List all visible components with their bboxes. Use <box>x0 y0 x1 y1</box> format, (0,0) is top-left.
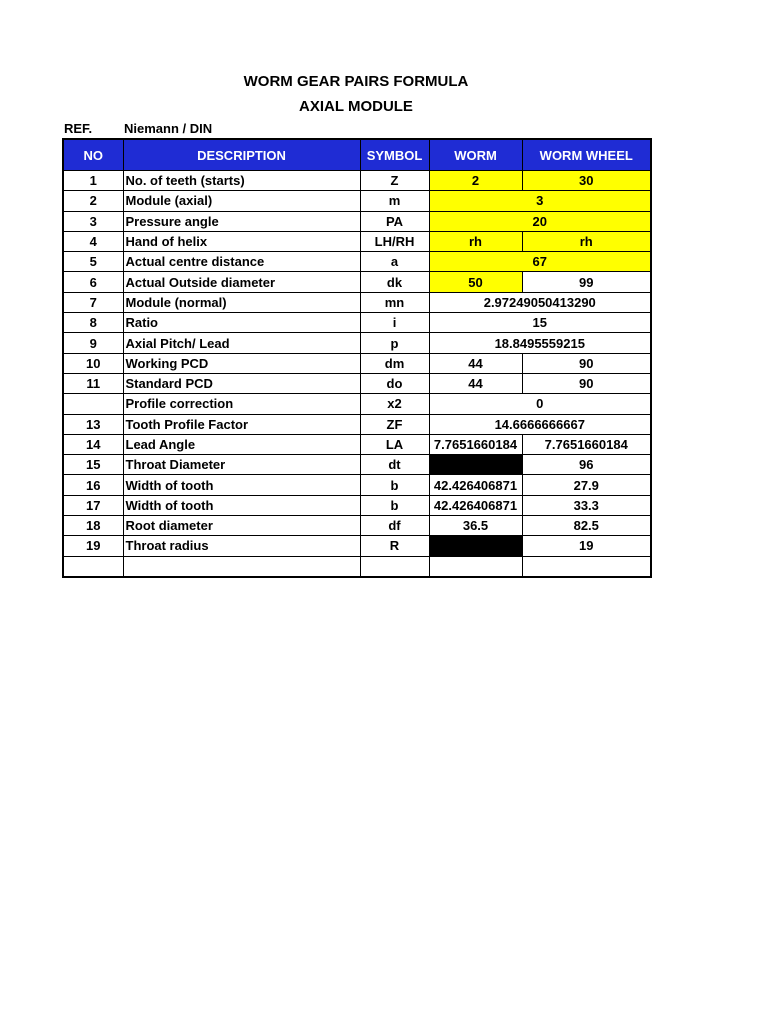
table-row <box>63 414 651 434</box>
row-no: 11 <box>63 373 123 393</box>
header-row <box>63 139 651 171</box>
row-description: Profile correction <box>123 394 360 414</box>
wheel-value[interactable]: 30 <box>522 171 651 191</box>
row-no: 19 <box>63 536 123 556</box>
row-description <box>123 556 360 577</box>
row-symbol: dt <box>360 455 429 475</box>
wheel-value: 7.7651660184 <box>522 434 651 454</box>
row-symbol: LA <box>360 434 429 454</box>
header-symbol: SYMBOL <box>360 139 429 171</box>
table-row <box>63 191 651 211</box>
table-row <box>63 434 651 454</box>
shared-value: 2.97249050413290 <box>429 292 651 312</box>
row-no: 6 <box>63 272 123 292</box>
row-no: 7 <box>63 292 123 312</box>
row-symbol: do <box>360 373 429 393</box>
row-no: 17 <box>63 495 123 515</box>
row-symbol: b <box>360 495 429 515</box>
sheet-title: WORM GEAR PAIRS FORMULA <box>243 73 469 90</box>
row-symbol: R <box>360 536 429 556</box>
wheel-value: 90 <box>522 373 651 393</box>
table-row <box>63 272 651 292</box>
worm-value: 36.5 <box>429 516 522 536</box>
row-description: No. of teeth (starts) <box>123 171 360 191</box>
row-no: 4 <box>63 231 123 251</box>
wheel-value: 82.5 <box>522 516 651 536</box>
worm-value: 42.426406871 <box>429 475 522 495</box>
row-no: 9 <box>63 333 123 353</box>
row-description: Axial Pitch/ Lead <box>123 333 360 353</box>
row-description: Module (axial) <box>123 191 360 211</box>
worm-value: 7.7651660184 <box>429 434 522 454</box>
row-description: Root diameter <box>123 516 360 536</box>
shared-value[interactable]: 20 <box>429 211 651 231</box>
worm-value: 44 <box>429 373 522 393</box>
row-symbol: df <box>360 516 429 536</box>
table-row <box>63 171 651 191</box>
sheet-subtitle: AXIAL MODULE <box>299 98 413 115</box>
row-description: Module (normal) <box>123 292 360 312</box>
row-symbol: b <box>360 475 429 495</box>
wheel-value: 27.9 <box>522 475 651 495</box>
row-no <box>63 556 123 577</box>
table-row <box>63 211 651 231</box>
worm-value[interactable]: rh <box>429 231 522 251</box>
table-row <box>63 394 651 414</box>
table-row <box>63 292 651 312</box>
wheel-value <box>522 556 651 577</box>
table-row <box>63 475 651 495</box>
table-row <box>63 373 651 393</box>
header-description: DESCRIPTION <box>123 139 360 171</box>
table-row <box>63 313 651 333</box>
worm-value[interactable]: 50 <box>429 272 522 292</box>
table-row <box>63 353 651 373</box>
header-no: NO <box>63 139 123 171</box>
row-no: 10 <box>63 353 123 373</box>
row-symbol: dm <box>360 353 429 373</box>
row-description: Lead Angle <box>123 434 360 454</box>
row-no: 14 <box>63 434 123 454</box>
row-symbol: x2 <box>360 394 429 414</box>
wheel-value: 99 <box>522 272 651 292</box>
shared-value: 0 <box>429 394 651 414</box>
row-no <box>63 394 123 414</box>
ref-value: Niemann / DIN <box>124 121 213 136</box>
row-symbol: PA <box>360 211 429 231</box>
row-no: 15 <box>63 455 123 475</box>
row-symbol: dk <box>360 272 429 292</box>
row-symbol <box>360 556 429 577</box>
row-description: Actual centre distance <box>123 252 360 272</box>
row-symbol: p <box>360 333 429 353</box>
row-symbol: a <box>360 252 429 272</box>
row-no: 1 <box>63 171 123 191</box>
wheel-value[interactable]: rh <box>522 231 651 251</box>
worm-value: 44 <box>429 353 522 373</box>
row-description: Standard PCD <box>123 373 360 393</box>
header-worm: WORM <box>429 139 522 171</box>
table-row <box>63 333 651 353</box>
table-row <box>63 252 651 272</box>
row-symbol: i <box>360 313 429 333</box>
row-description: Hand of helix <box>123 231 360 251</box>
table-row <box>63 455 651 475</box>
row-symbol: ZF <box>360 414 429 434</box>
row-description: Throat Diameter <box>123 455 360 475</box>
table-row <box>63 231 651 251</box>
worm-value[interactable]: 2 <box>429 171 522 191</box>
worm-value <box>429 556 522 577</box>
row-description: Width of tooth <box>123 495 360 515</box>
row-description: Working PCD <box>123 353 360 373</box>
row-description: Actual Outside diameter <box>123 272 360 292</box>
row-no: 2 <box>63 191 123 211</box>
shared-value: 15 <box>429 313 651 333</box>
wheel-value: 33.3 <box>522 495 651 515</box>
shared-value[interactable]: 3 <box>429 191 651 211</box>
blank-worm-cell <box>429 455 522 475</box>
row-no: 13 <box>63 414 123 434</box>
worm-value: 42.426406871 <box>429 495 522 515</box>
row-description: Pressure angle <box>123 211 360 231</box>
row-no: 3 <box>63 211 123 231</box>
wheel-value: 90 <box>522 353 651 373</box>
header-worm-wheel: WORM WHEEL <box>522 139 651 171</box>
row-symbol: LH/RH <box>360 231 429 251</box>
row-symbol: Z <box>360 171 429 191</box>
row-no: 18 <box>63 516 123 536</box>
blank-worm-cell <box>429 536 522 556</box>
row-description: Throat radius <box>123 536 360 556</box>
shared-value: 14.6666666667 <box>429 414 651 434</box>
table-row-empty <box>63 556 651 577</box>
wheel-value: 19 <box>522 536 651 556</box>
shared-value[interactable]: 67 <box>429 252 651 272</box>
row-description: Tooth Profile Factor <box>123 414 360 434</box>
formula-table <box>62 138 652 578</box>
wheel-value: 96 <box>522 455 651 475</box>
row-symbol: m <box>360 191 429 211</box>
row-no: 16 <box>63 475 123 495</box>
ref-label: REF. <box>64 121 93 136</box>
table-row <box>63 495 651 515</box>
shared-value: 18.8495559215 <box>429 333 651 353</box>
table-row <box>63 516 651 536</box>
row-no: 8 <box>63 313 123 333</box>
row-description: Width of tooth <box>123 475 360 495</box>
row-symbol: mn <box>360 292 429 312</box>
table-row <box>63 536 651 556</box>
row-description: Ratio <box>123 313 360 333</box>
row-no: 5 <box>63 252 123 272</box>
